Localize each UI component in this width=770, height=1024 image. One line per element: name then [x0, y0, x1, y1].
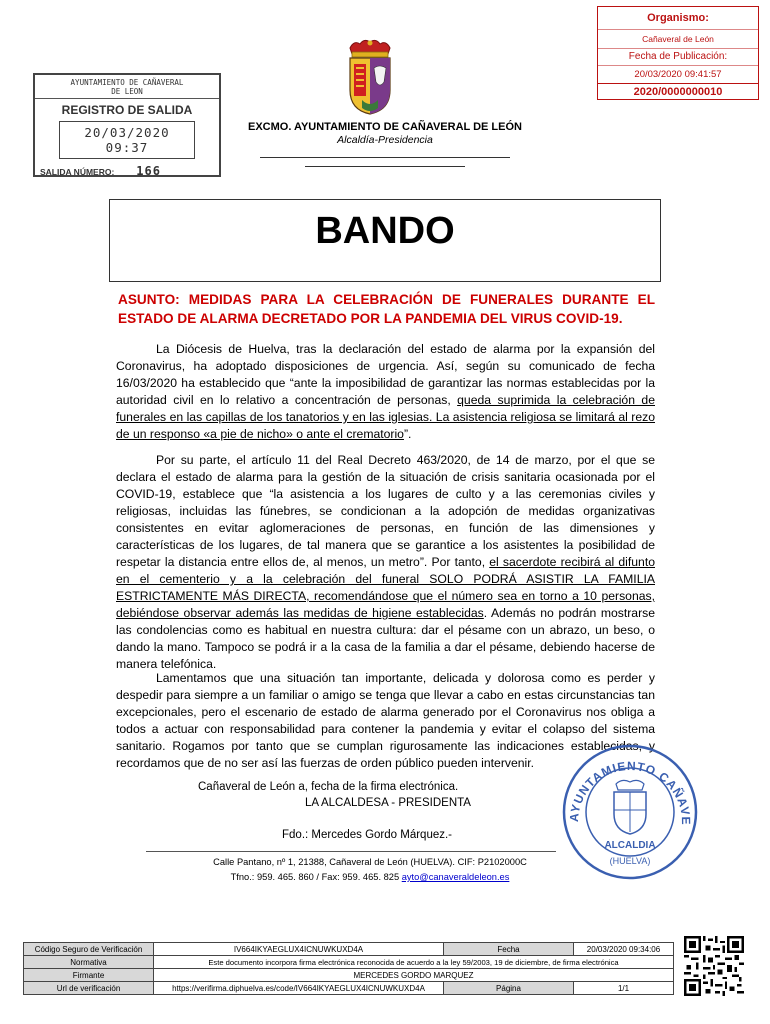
asunto-heading: ASUNTO: MEDIDAS PARA LA CELEBRACIÓN DE FUNERALES DURANTE EL ESTADO DE ALARMA DECRETADO POR LA PANDEMIA DEL VIRUS COVID-19. [118, 292, 655, 326]
table-row [24, 982, 674, 995]
sign-name: Fdo.: Mercedes Gordo Márquez.- [282, 829, 453, 841]
csv-value: IV664IKYAEGLUX4ICNUWKUXD4A [154, 943, 444, 956]
svg-text:AYUNTAMIENTO CAÑAVERAL DE LEÓN [560, 742, 693, 826]
paragraph-2-underlined: el sacerdote recibirá al difunto en el cementerio y a la celebración del funeral SOLO PODRÁ ASISTIR LA FAMILIA ESTRICTAMENTE MÁS DIRECTA, recomendándose que el número sea en torno a 10 personas, debiéndose observar además las medidas de higiene establecidas [116, 555, 655, 620]
fecha-value: 20/03/2020 09:34:06 [574, 943, 674, 956]
firmante-label: Firmante [24, 969, 154, 982]
salida-label: SALIDA NÚMERO: [40, 167, 115, 177]
fecha-publicacion-value: 20/03/2020 09:41:57 [598, 65, 758, 84]
table-row [24, 956, 674, 969]
csv-label: Código Seguro de Verificación [24, 943, 154, 956]
fecha-label: Fecha [444, 943, 574, 956]
coat-of-arms-logo [342, 38, 398, 118]
qr-code [684, 936, 744, 996]
registro-title: REGISTRO DE SALIDA [61, 103, 193, 117]
seal-outer-text: AYUNTAMIENTO CAÑAVE [566, 758, 694, 826]
header-subtitle: Alcaldía-Presidencia [337, 134, 433, 146]
seal-alcaldia: ALCALDIA [604, 840, 656, 851]
salida-value: 166 [136, 164, 161, 178]
organismo-label: Organismo: [598, 7, 758, 30]
sign-role: LA ALCALDESA - PRESIDENTA [305, 797, 471, 809]
sign-place: Cañaveral de León a, fecha de la firma electrónica. [198, 781, 459, 793]
footer-email-link[interactable]: ayto@canaveraldeleon.es [401, 872, 510, 882]
bando-box [109, 199, 661, 282]
header-divider-short [305, 166, 465, 167]
footer-phones: Tfno.: 959. 465. 860 / Fax: 959. 465. 825 [230, 872, 402, 882]
organismo-number: 2020/0000000010 [633, 86, 723, 98]
alcaldia-seal-stamp [560, 742, 700, 882]
organismo-name: Cañaveral de León [642, 34, 714, 44]
paragraph-2 [116, 452, 655, 673]
paragraph-2-text-a: Por su parte, el artículo 11 del Real Decreto 463/2020, de 14 de marzo, por el que se declara el estado de alarma para la gestión de la situación de crisis sanitaria ocasionada por el COVID-19, establece que “la asistencia a los lugares de culto y a las ceremonias civiles y religiosas, incluidas las fúnebres, se condicionan a la adopción de medidas organizativas consistentes en evitar aglomeraciones de personas, en función de las dimensiones y características de los lugares, de tal manera que se garantice a los asistentes la posibilidad de respetar la distancia entre ellos de, al menos, un metro”. Por tanto, [116, 453, 655, 569]
normativa-value: Este documento incorpora firma electrónica reconocida de acuerdo a la ley 59/2003, 19 de diciembre, de firma electrónica [154, 956, 674, 969]
normativa-label: Normativa [24, 956, 154, 969]
table-row [24, 943, 674, 956]
pagina-label: Página [444, 982, 574, 995]
registro-ayuntamiento: AYUNTAMIENTO DE CAÑAVERAL DE LEON [35, 75, 219, 99]
registro-date: 20/03/2020 09:37 [59, 121, 195, 159]
paragraph-1 [116, 341, 655, 443]
fecha-publicacion-label: Fecha de Publicación: [598, 48, 758, 65]
pagina-value: 1/1 [574, 982, 674, 995]
footer-contact-line [180, 870, 560, 885]
paragraph-1-text-a: La Diócesis de Huelva, tras la declaración del estado de alarma por la expansión del Coronavirus, ha adoptado disposiciones de urgencia. Así, según su comunicado de fecha 16/03/2020 ha establecido que “ante la imposibilidad de garantizar las normas establecidas por la autoridad civil en lo relativo a concentración de personas, [116, 342, 655, 407]
footer-divider [146, 851, 556, 852]
salida-numero [35, 164, 219, 178]
footer-address-line: Calle Pantano, nº 1, 21388, Cañaveral de León (HUELVA). CIF: P2102000C [213, 857, 527, 867]
table-row [24, 969, 674, 982]
paragraph-3-text: Lamentamos que una situación tan importante, delicada y dolorosa como es perder y despedir para siempre a un familiar o amigo se tenga que llevar a cabo en estas circunstancias tan excepcionales, pero el escenario de estado de alarma generado por el Coronavirus nos obliga a todos a actuar con responsabilidad para contener la pandemia y evitar el colapso del sistema sanitario. Rogamos por tanto que se cumplan rigurosamente las indicaciones establecidas, y recordamos que de no ser así las fuerzas de orden público pueden intervenir. [116, 671, 655, 770]
paragraph-2-text-b: . Además no podrán mostrarse las condolencias como es habitual en nuestra cultura: dar el pésame con un abrazo, un beso, o dando la mano. Tampoco se podrá ir a la casa de la familia a dar el pésame, debiendo hacerse de manera telefónica. [116, 606, 656, 671]
url-label: Url de verificación [24, 982, 154, 995]
firmante-value: MERCEDES GORDO MARQUEZ [154, 969, 674, 982]
organismo-box [597, 6, 759, 100]
url-value[interactable]: https://verifirma.diphuelva.es/code/IV664IKYAEGLUX4ICNUWKUXD4A [154, 982, 444, 995]
verification-table [23, 942, 674, 995]
seal-province: (HUELVA) [609, 856, 651, 866]
paragraph-1-underlined: queda suprimida la celebración de funerales en las capillas de los tanatorios y en las iglesias. La asistencia religiosa se limitará al rezo de un responso «a pie de nicho» o ante el crematorio [116, 393, 655, 441]
footer-address [180, 855, 560, 885]
paragraph-1-text-b: ”. [403, 427, 412, 441]
header-divider [260, 157, 510, 158]
registro-salida-stamp [33, 73, 221, 177]
bando-title: BANDO [315, 210, 455, 252]
header-title: EXCMO. AYUNTAMIENTO DE CAÑAVERAL DE LEÓN [247, 121, 522, 133]
